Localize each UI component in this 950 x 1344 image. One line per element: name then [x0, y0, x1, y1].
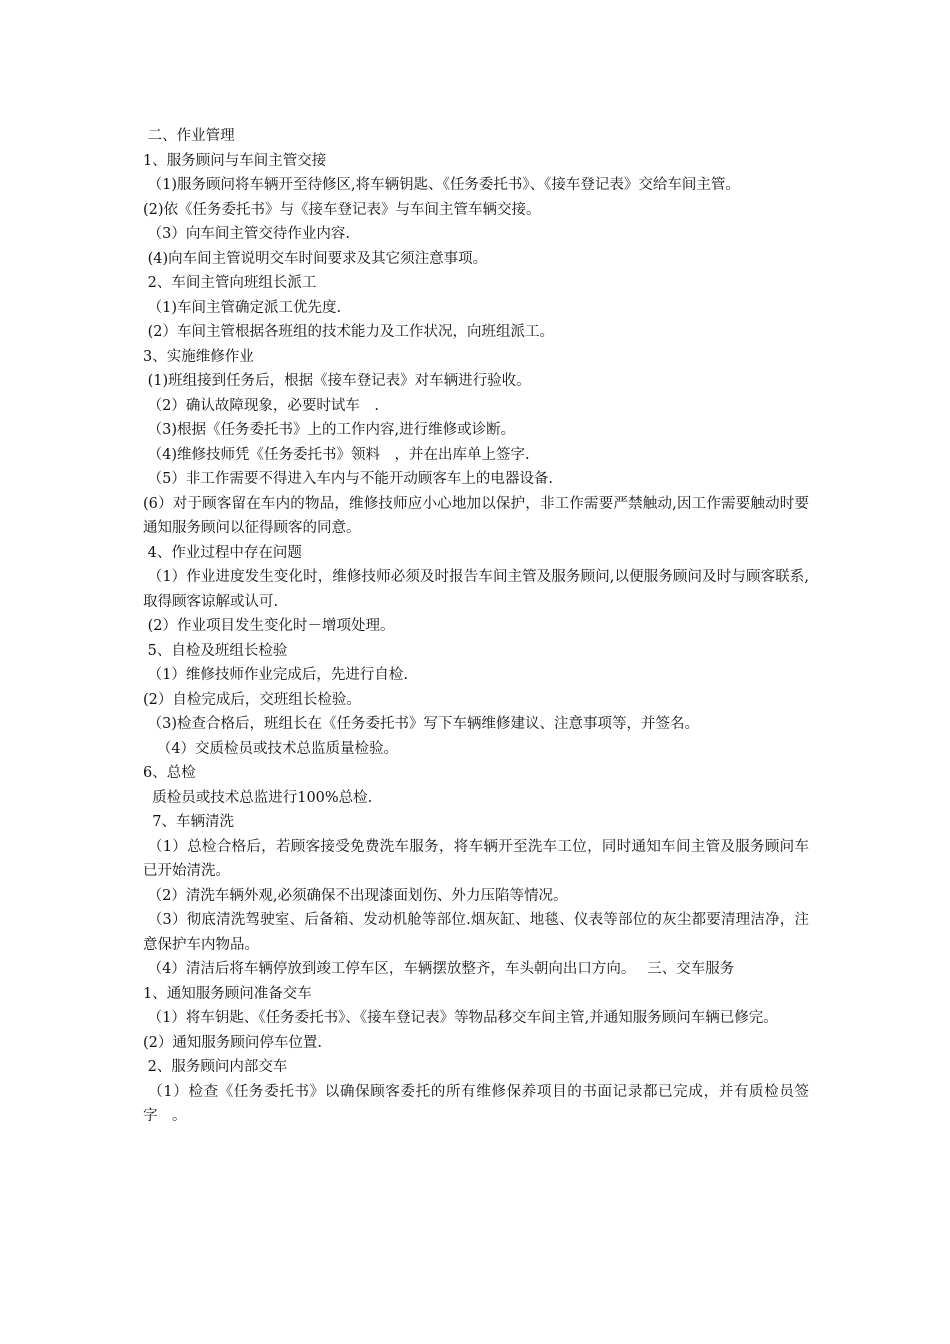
subsection-heading: 3、实施维修作业: [143, 348, 254, 365]
paragraph: （4）清洁后将车辆停放到竣工停车区，车辆摆放整齐，车头朝向出口方向。 三、交车服务: [143, 961, 735, 977]
paragraph: （5）非工作需要不得进入车内与不能开动顾客车上的电器设备.: [143, 471, 553, 487]
paragraph: (4)向车间主管说明交车时间要求及其它须注意事项。: [143, 250, 488, 267]
paragraph: （3）向车间主管交待作业内容.: [143, 226, 350, 242]
paragraph: （2）确认故障现象，必要时试车 .: [143, 397, 379, 414]
subsection-heading: 2、车间主管向班组长派工: [143, 275, 317, 291]
paragraph: （3)检查合格后，班组长在《任务委托书》写下车辆维修建议、注意事项等，并签名。: [143, 716, 699, 732]
paragraph: （1）检查《任务委托书》以确保顾客委托的所有维修保养项目的书面记录都已完成，并有质检员签字 。: [143, 1083, 809, 1124]
paragraph: （3）彻底清洗驾驶室、后备箱、发动机舱等部位.烟灰缸、地毯、仪表等部位的灰尘都要清理洁净，注意保护车内物品。: [143, 912, 809, 953]
paragraph: （1)服务顾问将车辆开至待修区,将车辆钥匙、《任务委托书》、《接车登记表》交给车间主管。: [143, 177, 740, 193]
paragraph: （2）清洗车辆外观,必须确保不出现漆面划伤、外力压陷等情况。: [143, 887, 568, 904]
paragraph: (2）通知服务顾问停车位置.: [143, 1034, 322, 1051]
paragraph: （3)根据《任务委托书》上的工作内容,进行维修或诊断。: [143, 422, 516, 438]
paragraph: (1)班组接到任务后，根据《接车登记表》对车辆进行验收。: [143, 373, 531, 389]
paragraph: (6）对于顾客留在车内的物品，维修技师应小心地加以保护，非工作需要严禁触动,因工作需要触动时要通知服务顾问以征得顾客的同意。: [143, 495, 809, 536]
subsection-heading: 6、总检: [143, 765, 196, 781]
paragraph: （1）将车钥匙、《任务委托书》、《接车登记表》等物品移交车间主管,并通知服务顾问车辆已修完。: [143, 1010, 778, 1026]
paragraph: （4）交质检员或技术总监质量检验。: [143, 740, 399, 757]
document-body: [143, 124, 809, 1129]
subsection-heading: 1、服务顾问与车间主管交接: [143, 152, 327, 169]
subsection-heading: 2、服务顾问内部交车: [143, 1059, 288, 1075]
paragraph: (2)依《任务委托书》与《接车登记表》与车间主管车辆交接。: [143, 201, 541, 218]
paragraph: 质检员或技术总监进行100%总检.: [143, 789, 373, 806]
subsection-heading: 4、作业过程中存在问题: [143, 544, 302, 561]
paragraph: （1)车间主管确定派工优先度.: [143, 299, 342, 316]
paragraph: （1）作业进度发生变化时，维修技师必须及时报告车间主管及服务顾问,以便服务顾问及时与顾客联系,取得顾客谅解或认可.: [143, 569, 809, 610]
subsection-heading: 7、车辆清洗: [143, 814, 234, 830]
subsection-heading: 5、自检及班组长检验: [143, 642, 288, 659]
subsection-heading: 1、通知服务顾问准备交车: [143, 985, 312, 1002]
paragraph: （1）维修技师作业完成后，先进行自检.: [143, 667, 408, 683]
paragraph: (2）作业项目发生变化时－增项处理。: [143, 618, 395, 634]
paragraph: （4)维修技师凭《任务委托书》领料 ，并在出库单上签字.: [143, 446, 530, 463]
paragraph: (2）自检完成后，交班组长检验。: [143, 691, 361, 708]
paragraph: （1）总检合格后，若顾客接受免费洗车服务，将车辆开至洗车工位，同时通知车间主管及服务顾问车已开始清洗。: [143, 838, 810, 879]
section-heading: 二、作业管理: [143, 128, 235, 144]
paragraph: (2）车间主管根据各班组的技术能力及工作状况，向班组派工。: [143, 324, 554, 340]
